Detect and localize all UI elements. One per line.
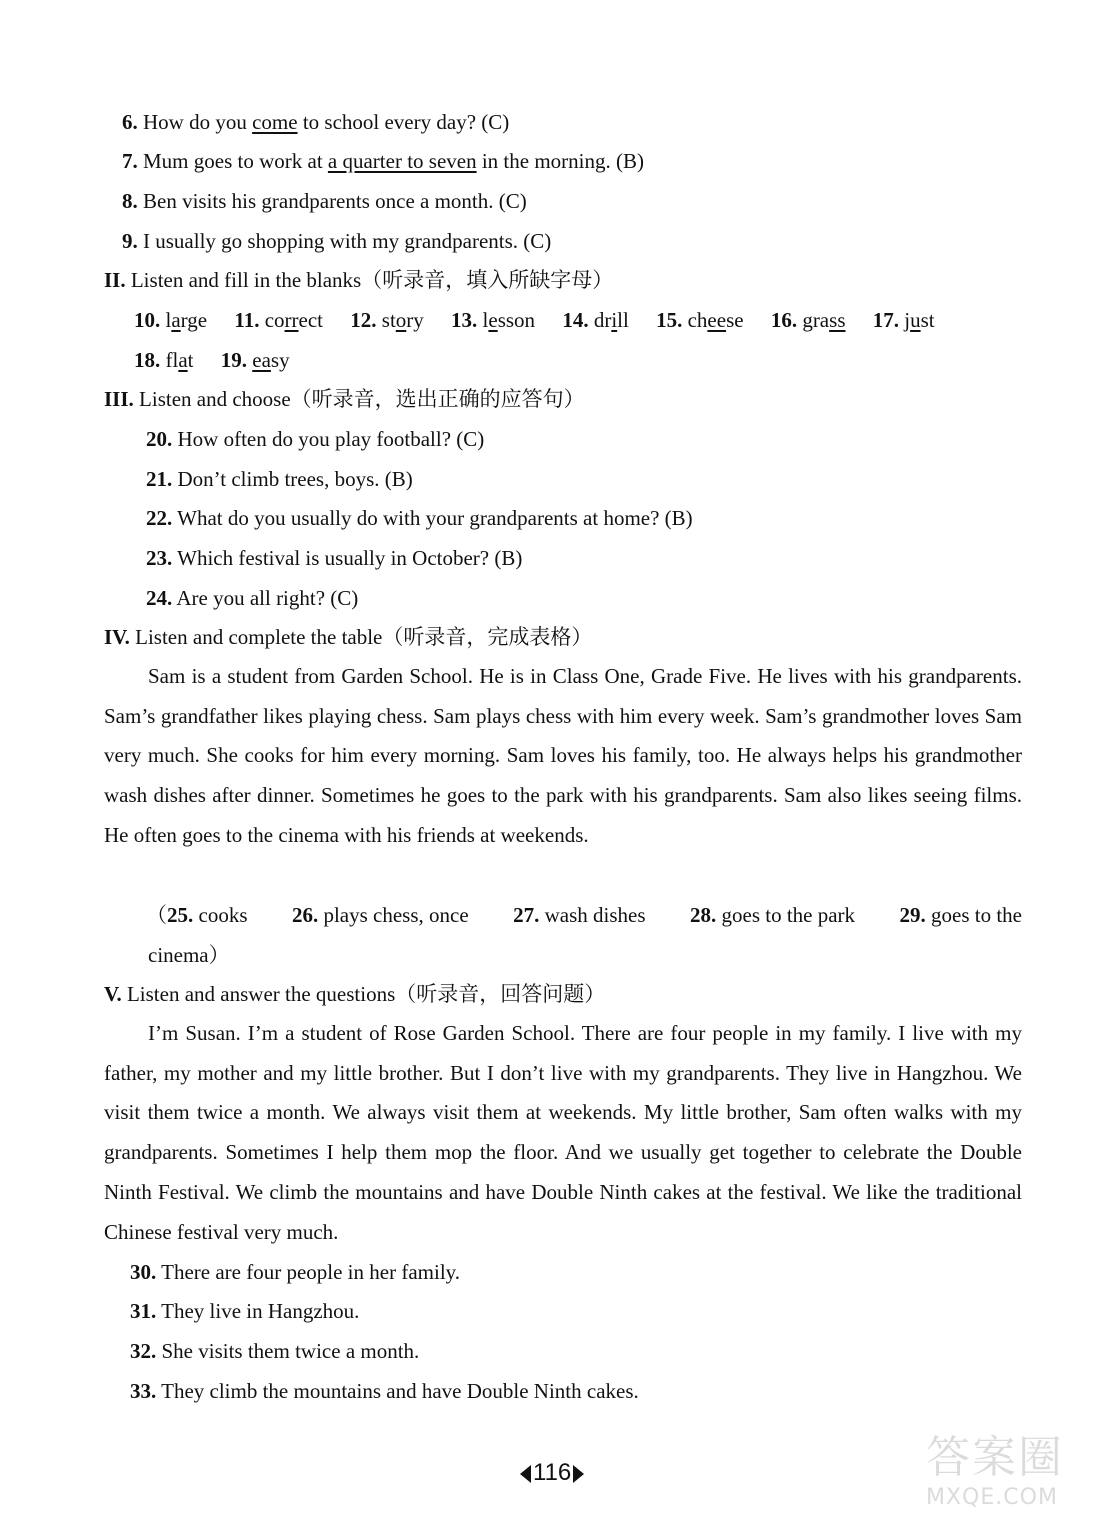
- blank-answer: 16. grass: [770, 308, 846, 332]
- question-8: 8. Ben visits his grandparents once a month. (C): [122, 189, 527, 213]
- blank-answer: 11. correct: [234, 308, 324, 332]
- left-triangle-icon: [520, 1465, 531, 1483]
- question-22: 22. What do you usually do with your grandparents at home? (B): [146, 506, 693, 530]
- question-6: 6. How do you come to school every day? (C): [122, 110, 510, 134]
- table-answer: 28. goes to the park: [690, 903, 856, 927]
- blank-answer: 18. flat: [134, 348, 194, 372]
- page-number: 116: [520, 1458, 584, 1488]
- question-20: 20. How often do you play football? (C): [146, 427, 485, 451]
- section-5-passage: I’m Susan. I’m a student of Rose Garden School. There are four people in my family. I live with my father, my mother and my little brother. But I don’t live with my grandparents. They live in Hangzhou. We visit them twice a month. We always visit them at weekends. My little brother, Sam often walks with my grandparents. Sometimes I help them mop the floor. And we usually get together to celebrate the Double Ninth Festival. We climb the mountains and have Double Ninth cakes at the festival. We like the traditional Chinese festival very much.: [104, 1021, 1022, 1244]
- question-30: 30. There are four people in her family.: [130, 1260, 461, 1284]
- blank-answer: 19. easy: [220, 348, 290, 372]
- question-31: 31. They live in Hangzhou.: [130, 1299, 360, 1323]
- blank-answer: 14. drill: [562, 308, 629, 332]
- blank-answer: 17. just: [872, 308, 935, 332]
- section-4-passage: Sam is a student from Garden School. He is in Class One, Grade Five. He lives with his grandparents. Sam’s grandfather likes playing chess. Sam plays chess with him every week. Sam’s grandmother loves Sam very much. She cooks for him every morning. Sam loves his family, too. He always helps his grandmother wash dishes after dinner. Sometimes he goes to the park with his grandparents. Sam also likes seeing films. He often goes to the cinema with his friends at weekends.: [104, 664, 1022, 847]
- watermark-logo: 答案圈 MXQE.COM: [926, 1432, 1064, 1510]
- section-5-heading: V. Listen and answer the questions（听录音，回答问题）: [104, 982, 606, 1006]
- section-4-heading: IV. Listen and complete the table（听录音，完成表格）: [104, 625, 593, 649]
- right-triangle-icon: [573, 1465, 584, 1483]
- blank-answer: 12. story: [350, 308, 424, 332]
- section-2-heading: II. Listen and fill in the blanks（听录音，填入所缺字母）: [104, 268, 614, 292]
- question-33: 33. They climb the mountains and have Double Ninth cakes.: [130, 1379, 639, 1403]
- table-answer: （25. cooks: [146, 903, 248, 927]
- question-23: 23. Which festival is usually in October? (B): [146, 546, 523, 570]
- section-4-answers-line-1: [146, 902, 1022, 928]
- table-answer: 29. goes to the: [899, 903, 1022, 927]
- blank-answer: 15. cheese: [656, 308, 744, 332]
- blank-answer: 13. lesson: [451, 308, 536, 332]
- table-answer: 26. plays chess, once: [291, 903, 469, 927]
- question-7: 7. Mum goes to work at a quarter to seven in the morning. (B): [122, 149, 644, 173]
- question-32: 32. She visits them twice a month.: [130, 1339, 420, 1363]
- table-answer: 27. wash dishes: [513, 903, 646, 927]
- section-3-heading: III. Listen and choose（听录音，选出正确的应答句）: [104, 387, 585, 411]
- question-21: 21. Don’t climb trees, boys. (B): [146, 467, 413, 491]
- section-2-answers-line-2: [134, 347, 312, 373]
- blank-answer: 10. large: [134, 308, 208, 332]
- section-2-answers-line-1: [134, 307, 935, 333]
- section-4-answers-line-2: cinema）: [148, 943, 230, 967]
- question-9: 9. I usually go shopping with my grandparents. (C): [122, 229, 552, 253]
- question-24: 24. Are you all right? (C): [146, 586, 359, 610]
